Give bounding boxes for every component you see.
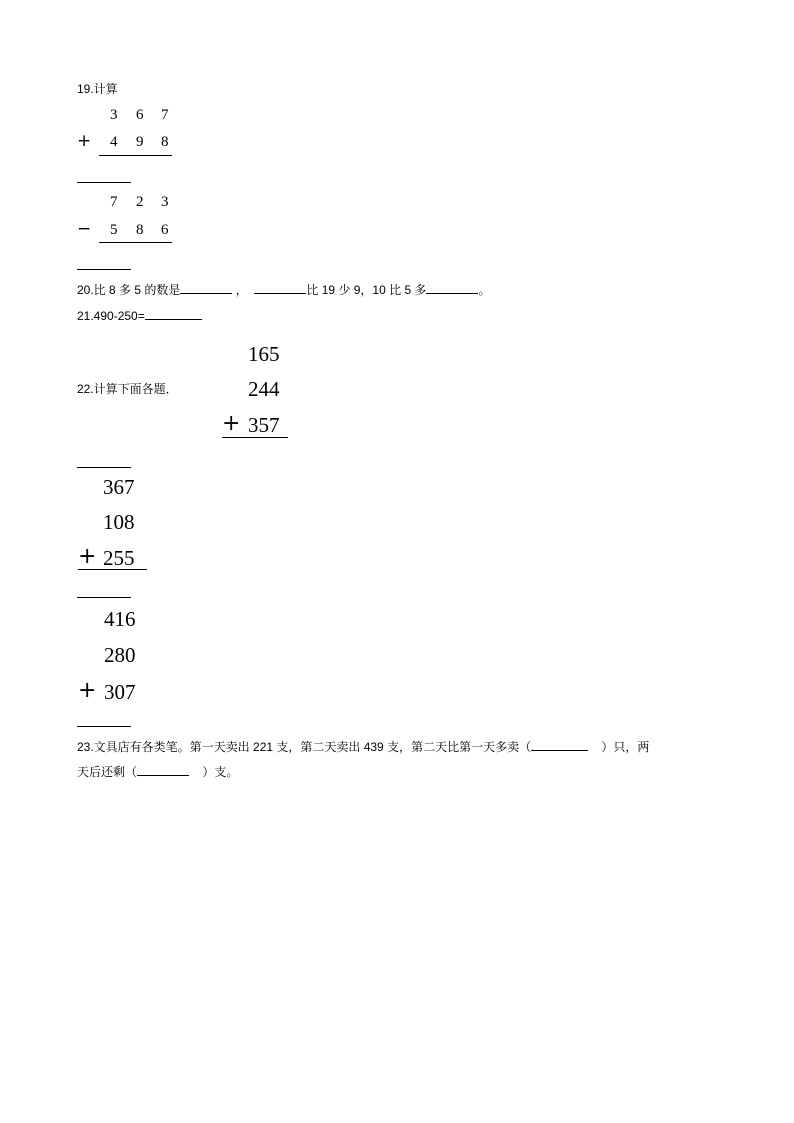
q19b-bottom-row [77, 219, 177, 242]
q19a-top-row [77, 107, 177, 127]
digit: 3 [110, 107, 118, 123]
problem1-addend3: 357 [248, 413, 280, 437]
digit: 8 [161, 134, 169, 150]
q20-line [77, 282, 490, 297]
answer-blank[interactable] [77, 182, 131, 183]
sum-underline [222, 437, 288, 438]
problem1-addend1: 165 [248, 342, 280, 366]
q20-text-3: 比 19 少 9，10 比 5 多 [306, 283, 427, 297]
answer-blank[interactable] [531, 739, 588, 751]
answer-blank[interactable] [254, 282, 306, 294]
plus-sign: + [78, 544, 97, 569]
q21-text: 21.490-250= [77, 309, 145, 323]
problem3-addend3: 307 [104, 680, 136, 704]
digit: 2 [136, 194, 144, 210]
digit: 3 [161, 194, 169, 210]
plus-sign: + [222, 411, 241, 436]
answer-blank[interactable] [77, 597, 131, 598]
q19b-top-row [77, 194, 177, 214]
answer-blank[interactable] [77, 269, 131, 270]
digit: 6 [136, 107, 144, 123]
q21-line [77, 308, 202, 323]
q23-line-1 [77, 739, 649, 754]
digit: 4 [110, 134, 118, 150]
q19-label: 19.计算 [77, 82, 118, 96]
sum-underline [99, 155, 172, 156]
q23-text-2b: ）支。 [202, 765, 239, 779]
answer-blank[interactable] [137, 764, 189, 776]
digit: 9 [136, 134, 144, 150]
digit: 7 [161, 107, 169, 123]
minus-sign: − [77, 219, 92, 239]
answer-blank[interactable] [77, 467, 131, 468]
problem2-addend3: 255 [103, 546, 135, 570]
digit: 7 [110, 194, 118, 210]
plus-sign: + [78, 678, 97, 703]
difference-underline [99, 242, 172, 243]
digit: 6 [161, 222, 169, 238]
problem3-addend2: 280 [104, 643, 136, 667]
q20-text-4: 。 [478, 283, 491, 297]
answer-blank[interactable] [77, 726, 131, 727]
problem2-addend1: 367 [103, 475, 135, 499]
q23-text-1b: ）只，两 [601, 740, 650, 754]
answer-blank[interactable] [145, 308, 202, 320]
q23-text-1a: 23.文具店有各类笔。第一天卖出 221 支，第二天卖出 439 支，第二天比第一天多卖（ [77, 740, 532, 754]
answer-blank[interactable] [180, 282, 232, 294]
digit: 5 [110, 222, 118, 238]
q20-text-2: ， [235, 283, 248, 297]
problem3-addend1: 416 [104, 607, 136, 631]
problem1-addend2: 244 [248, 377, 280, 401]
problem2-addend2: 108 [103, 510, 135, 534]
answer-blank[interactable] [426, 282, 478, 294]
q22-label: 22.计算下面各题． [77, 382, 178, 396]
sum-underline [78, 569, 147, 570]
plus-sign: + [77, 131, 92, 151]
q19a-bottom-row [77, 131, 177, 154]
q23-text-2a: 天后还剩（ [77, 765, 138, 779]
q23-line-2 [77, 764, 238, 779]
digit: 8 [136, 222, 144, 238]
q20-text-1: 20.比 8 多 5 的数是 [77, 283, 181, 297]
